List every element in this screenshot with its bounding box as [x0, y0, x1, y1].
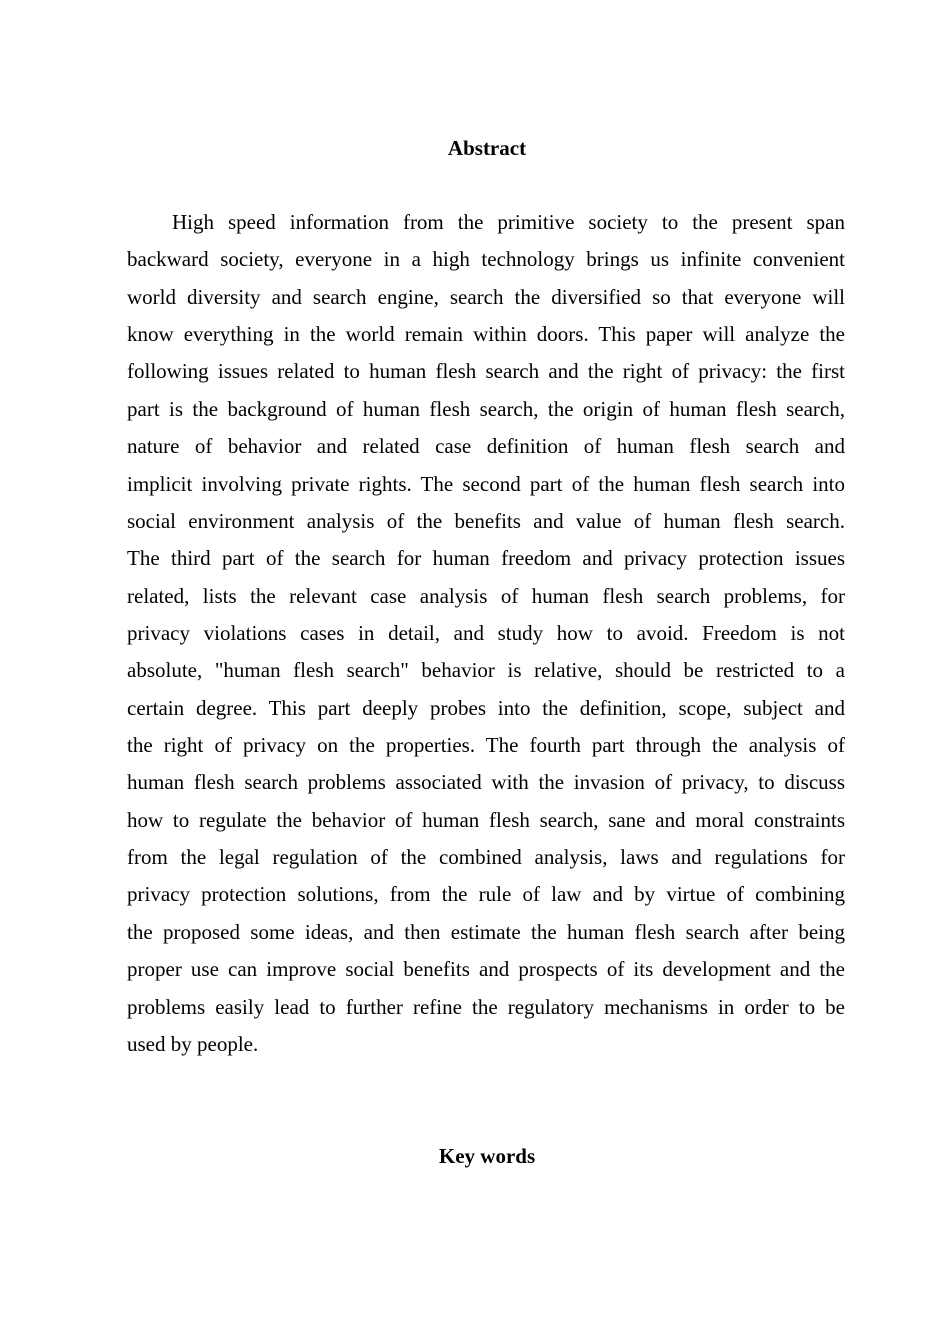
abstract-line: privacy violations cases in detail, and study how to avoid. Freedom is not [127, 620, 845, 645]
abstract-line: know everything in the world remain within doors. This paper will analyze the [127, 322, 845, 347]
abstract-line: used by people. [127, 1031, 259, 1056]
abstract-line: absolute, "human flesh search" behavior is relative, should be restricted to a [127, 658, 845, 683]
abstract-line: part is the background of human flesh search, the origin of human flesh search, [127, 396, 845, 421]
abstract-line: nature of behavior and related case definition of human flesh search and [127, 434, 845, 459]
abstract-line: following issues related to human flesh search and the right of privacy: the first [127, 359, 845, 384]
abstract-line: related, lists the relevant case analysis of human flesh search problems, for [127, 583, 845, 608]
abstract-line: implicit involving private rights. The second part of the human flesh search into [127, 471, 845, 496]
abstract-line: how to regulate the behavior of human flesh search, sane and moral constraints [127, 807, 845, 832]
abstract-line: world diversity and search engine, search the diversified so that everyone will [127, 284, 845, 309]
abstract-line: certain degree. This part deeply probes into the definition, scope, subject and [127, 695, 845, 720]
abstract-line: social environment analysis of the benefits and value of human flesh search. [127, 508, 845, 533]
abstract-paragraph [127, 204, 845, 1063]
abstract-line: privacy protection solutions, from the rule of law and by virtue of combining [127, 882, 845, 907]
abstract-line: proper use can improve social benefits and prospects of its development and the [127, 957, 845, 982]
abstract-line: human flesh search problems associated with the invasion of privacy, to discuss [127, 770, 845, 795]
abstract-line: High speed information from the primitive society to the present span [172, 210, 845, 234]
abstract-line: problems easily lead to further refine the regulatory mechanisms in order to be [127, 994, 845, 1019]
keywords-heading: Key words [438, 1144, 536, 1168]
abstract-line: the proposed some ideas, and then estimate the human flesh search after being [127, 919, 845, 944]
abstract-line: The third part of the search for human freedom and privacy protection issues [127, 546, 845, 571]
abstract-heading: Abstract [447, 136, 527, 160]
abstract-line: backward society, everyone in a high technology brings us infinite convenient [127, 247, 845, 272]
abstract-line: from the legal regulation of the combined analysis, laws and regulations for [127, 845, 845, 870]
abstract-line: the right of privacy on the properties. The fourth part through the analysis of [127, 733, 845, 758]
